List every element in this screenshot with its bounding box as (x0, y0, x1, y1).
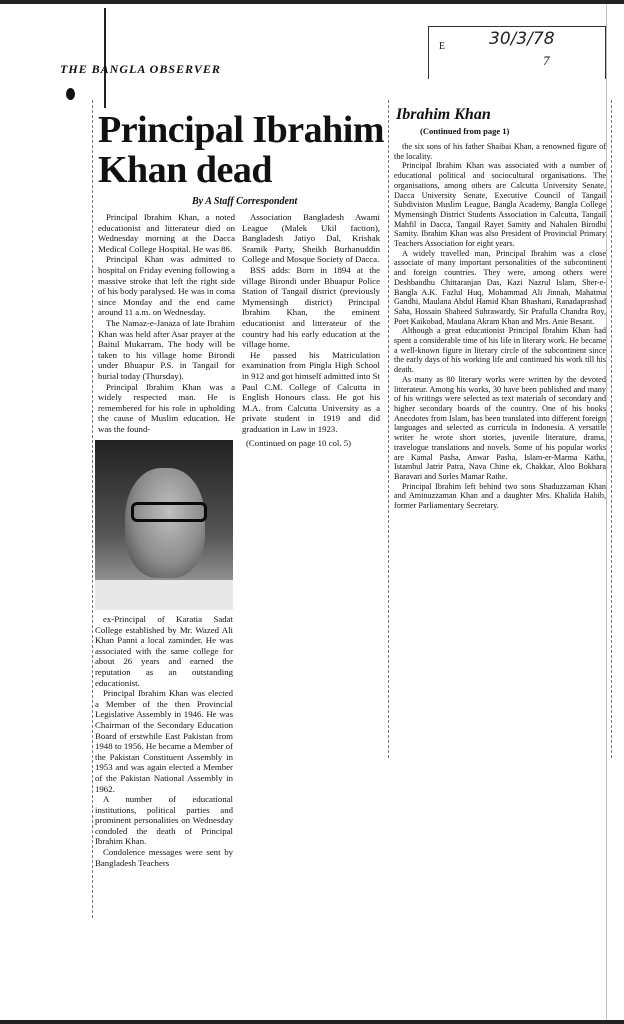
continuation-header: Ibrahim Khan (396, 106, 491, 123)
portrait-shoulder (95, 580, 233, 610)
article-column-4 (394, 142, 606, 754)
headline-line-2: Khan dead (98, 149, 272, 191)
paragraph: Although a great educationist Principal Ibrahim Khan had spent a considerable time of his life in literary work. He became a well-known figure in literary circle of the subcontinent since the early days of his working life and continued his work till his death. (394, 326, 606, 375)
paragraph: As many as 80 literary works were written by the devoted litterateur. Among his works, 30 have been published and many of his writings were selected as text materials of secondary and higher secondary boards of the country. One of his books Anecdotes from Islam, has been translated into different foreign languages and selected as curricula in Indonesia. A versatile writer he wrote short stories, juvenile literature, drama, travelogue translations and novels. Some of his popular works are Kamal Pasha, Anwar Pasha, Islam-er-Marma Katha, Istambul Jatrir Patra, Nava Chine ek, Chakkar, Aloo Bokhara Baravari and Surles Mamar Rathe. (394, 374, 606, 481)
headline-line-1: Principal Ibrahim (98, 109, 385, 151)
paragraph: Principal Ibrahim Khan was a widely respected man. He is remembered for his role in upholding the cause of Muslim education. He was the found- (98, 381, 235, 434)
paragraph: Principal Ibrahim Khan, a noted educationist and litterateur died on Wednesday morning at the Dacca Medical College Hospital. He was 86. (98, 212, 235, 254)
byline: By A Staff Correspondent (192, 196, 298, 207)
paragraph: Principal Khan was admitted to hospital on Friday evening following a massive stroke that left the right side of his body paralysed. He was in coma since Monday and the end came around 11 a.m. on Wednesday. (98, 254, 235, 318)
paragraph: Association Bangladesh Awami League (Malek Ukil faction), Bangladesh Jatiyo Dal, Krishak Sramik Party, Sheikh Burhanuddin College and Mosque Society of Dacca. (242, 212, 380, 265)
paragraph: Principal Ibrahim Khan was elected a Member of the then Provincial Legislative Assembly in 1946. He was Chairman of the Secondary Education Board of erstwhile East Pakistan from 1948 to 1956. He became a Member of the Pakistan Constituent Assembly in 1953 and was again elected a Member of the Pakistan National Assembly in 1962. (95, 688, 233, 794)
scan-bottom-edge (0, 1020, 624, 1024)
continued-note: (Continued on page 10 col. 5) (246, 438, 352, 448)
paragraph: the six sons of his father Shaibai Khan, a renowned figure of the locality. (394, 142, 606, 161)
file-stamp (428, 26, 606, 79)
paragraph: ex-Principal of Karatia Sadat College established by Mr. Wazed Ali Khan Panni a local zaminder. He was associated with the same college for about 26 years and earned the reputation as an outstanding educationist. (95, 614, 233, 688)
paragraph: BSS adds: Born in 1894 at the village Birondi under Bhuapur Police Station of Tangail district (previously Mymensingh district) Principal Ibrahim Khan, the eminent educationist and litterateur of the country had his early education at the village home. (242, 264, 380, 350)
scan-top-edge (0, 0, 624, 4)
portrait-face (125, 468, 205, 578)
portrait-photo (95, 440, 233, 610)
stamp-sub: 7 (543, 53, 550, 68)
paragraph: He passed his Matriculation examination from Pingla High School in 912 and got himself admitted into St Paul C.M. College of Calcutta in English Honours class. He got his M.A. from Calcutta University as a private student in 1919 and did graduation in Law in 1923. (242, 349, 380, 434)
paragraph: Principal Ibrahim left behind two sons Shaduzzaman Khan and Aminuzzaman Khan and a daughter Mrs. Khalida Habib, former Parliamentary Secretary. (394, 481, 606, 511)
stamp-reference: 30/3/78 (489, 29, 555, 49)
paragraph: The Namaz-e-Janaza of late Ibrahim Khan was held after Asar prayer at the Baitul Mukarram. The body will be taken to his village home Birondi under Bhuapur P.S. in Tangail for burial today (Thursday). (98, 317, 235, 381)
article-column-3 (95, 614, 233, 916)
paragraph: A widely travelled man, Principal Ibrahim was a close associate of many important personalities of the subcontinent and foreign countries. They were, among others were Deshbandhu Chittaranjan Das, Kazi Nazrul Islam, Sher-e-Bangla A.K. Fazlul Huq, Mohammad Ali Jinnah, Mahatma Gandhi, Maulana Abdul Hamid Khan Bhashani, Ranadaprashad Saha, Hossain Shaheed Suhrawardy, Sir Prafulla Chandra Roy, Poet Kaikobad, Maulana Akram Khan and Mrs. Anie Besant. (394, 248, 606, 326)
masthead: THE BANGLA OBSERVER (60, 62, 221, 76)
headline (98, 110, 388, 190)
article-column-2 (242, 212, 380, 436)
margin-line (104, 8, 106, 108)
paragraph: Condolence messages were sent by Bangladesh Teachers (95, 847, 233, 868)
portrait-glasses (131, 502, 207, 522)
stamp-mark: E (439, 41, 446, 52)
punch-hole (66, 88, 75, 100)
paragraph (242, 434, 380, 436)
paragraph: Principal Ibrahim Khan was associated with a number of educational political and sociocultural organisations. The organisations, among others are Calcutta University Senate, Dacca University Senate, Executive Council of Tangail Subdivision Muslim League, Bangla Academy, Bangla College Mymensingh District Students Association in Calcutta, Tangail Mahfil in Dacca, Tangail Rayet Samity and Nahalen Birodhi Samity. Ibrahim Khan was also President of Provincial Primary Teachers Association for eight years. (394, 161, 606, 249)
continued-from-note: (Continued from page 1) (420, 126, 510, 136)
paragraph: A number of educational institutions, political parties and prominent personalities on Wednesday condoled the death of Principal Ibrahim Khan. (95, 794, 233, 847)
article-column-1 (98, 212, 235, 438)
